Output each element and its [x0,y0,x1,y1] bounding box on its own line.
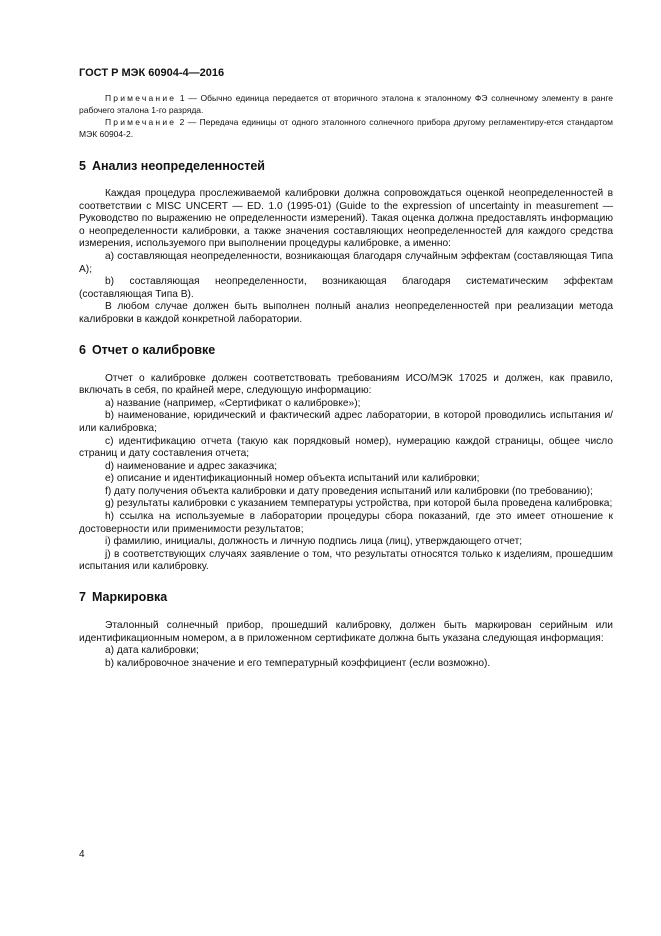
list-item: i) фамилию, инициалы, должность и личную подпись лица (лиц), утверждающего отчет; [105,536,523,548]
list-item: h) ссылка на используемые в лаборатории процедуры сбора показаний, где это имеет отношение к достоверности или применимости результатов; [79,511,613,535]
page-number: 4 [79,849,85,860]
list-item: a) название (например, «Сертификат о калибровке»); [105,397,361,409]
list-item: c) идентификацию отчета (такую как порядковый номер), нумерацию каждой страницы, общее число страниц и дату составления отчета; [79,435,613,460]
list-item: f) дату получения объекта калибровки и дату проведения испытаний или калибровки (по требованию); [105,485,593,497]
note-1 [79,93,613,116]
note-text: 2 — Передача единицы от одного эталонного солнечного прибора другому регламентиру-ется стандартом МЭК 60904-2. [79,117,613,139]
list-item: b) наименование, юридический и фактический адрес лаборатории, в которой проводились испытания и/или калибровка; [79,410,613,434]
paragraph: В любом случае должен быть выполнен полный анализ неопределенностей при реализации метода калибровки в каждой конкретной лаборатории. [79,301,613,325]
list-item: j) в соответствующих случаях заявление о том, что результаты относятся только к изделиям, прошедшим испытания или калибровку. [79,548,613,573]
list-item: b) составляющая неопределенности, возникающая благодаря систематическим эффектам (составляющая Типа В). [79,276,613,300]
note-label: Примечание [105,93,177,103]
section-number: 7 [79,590,86,605]
section-title: Анализ неопределенностей [91,159,265,173]
note-2 [79,117,613,140]
section-6-heading [79,343,613,357]
list-item: d) наименование и адрес заказчика; [105,460,278,472]
paragraph: Эталонный солнечный прибор, прошедший калибровку, должен быть маркирован серийным или идентификационным номером, а в приложенном сертификате должна быть указана следующая информация: [79,620,613,644]
list-item: b) калибровочное значение и его температурный коэффициент (если возможно). [105,657,491,669]
list-item: e) описание и идентификационный номер объекта испытаний или калибровки; [105,473,480,485]
section-5-heading [79,159,613,173]
section-number: 5 [79,159,86,173]
note-label: Примечание [105,117,177,127]
paragraph: Отчет о калибровке должен соответствовать требованиям ИСО/МЭК 17025 и должен, как правило, включать в себя, по крайней мере, следующую информацию: [79,372,613,397]
list-item: a) дата калибровки; [105,645,199,657]
section-title: Отчет о калибровке [91,342,216,357]
section-title: Маркировка [91,590,168,605]
note-text: 1 — Обычно единица передается от вторичного эталона к эталонному ФЭ солнечному элементу в ранге рабочего эталона 1-го разряда. [79,93,613,115]
document-header: ГОСТ Р МЭК 60904-4—2016 [79,67,225,79]
page-content [79,93,613,670]
list-item: a) составляющая неопределенности, возникающая благодаря случайным эффектам (составляющая Типа А); [79,250,613,275]
list-item: g) результаты калибровки с указанием температуры устройства, при которой была проведена калибровка; [105,498,613,510]
paragraph: Каждая процедура прослеживаемой калибровки должна сопровождаться оценкой неопределенностей в соответствии с MISC UNCERT — ED. 1.0 (1995-01) (Guide to the expression of uncertainty in measurement — Руководство по выражению не определенности измерений). Такая оценка должна предоставлять информацию о неопределенности калибровки, а также значения составляющих неопределенностей для каждого средства измерения, используемого при выполнении процедуры калибровке, а именно: [79,188,613,250]
section-number: 6 [79,342,86,357]
section-7-heading [79,590,613,604]
